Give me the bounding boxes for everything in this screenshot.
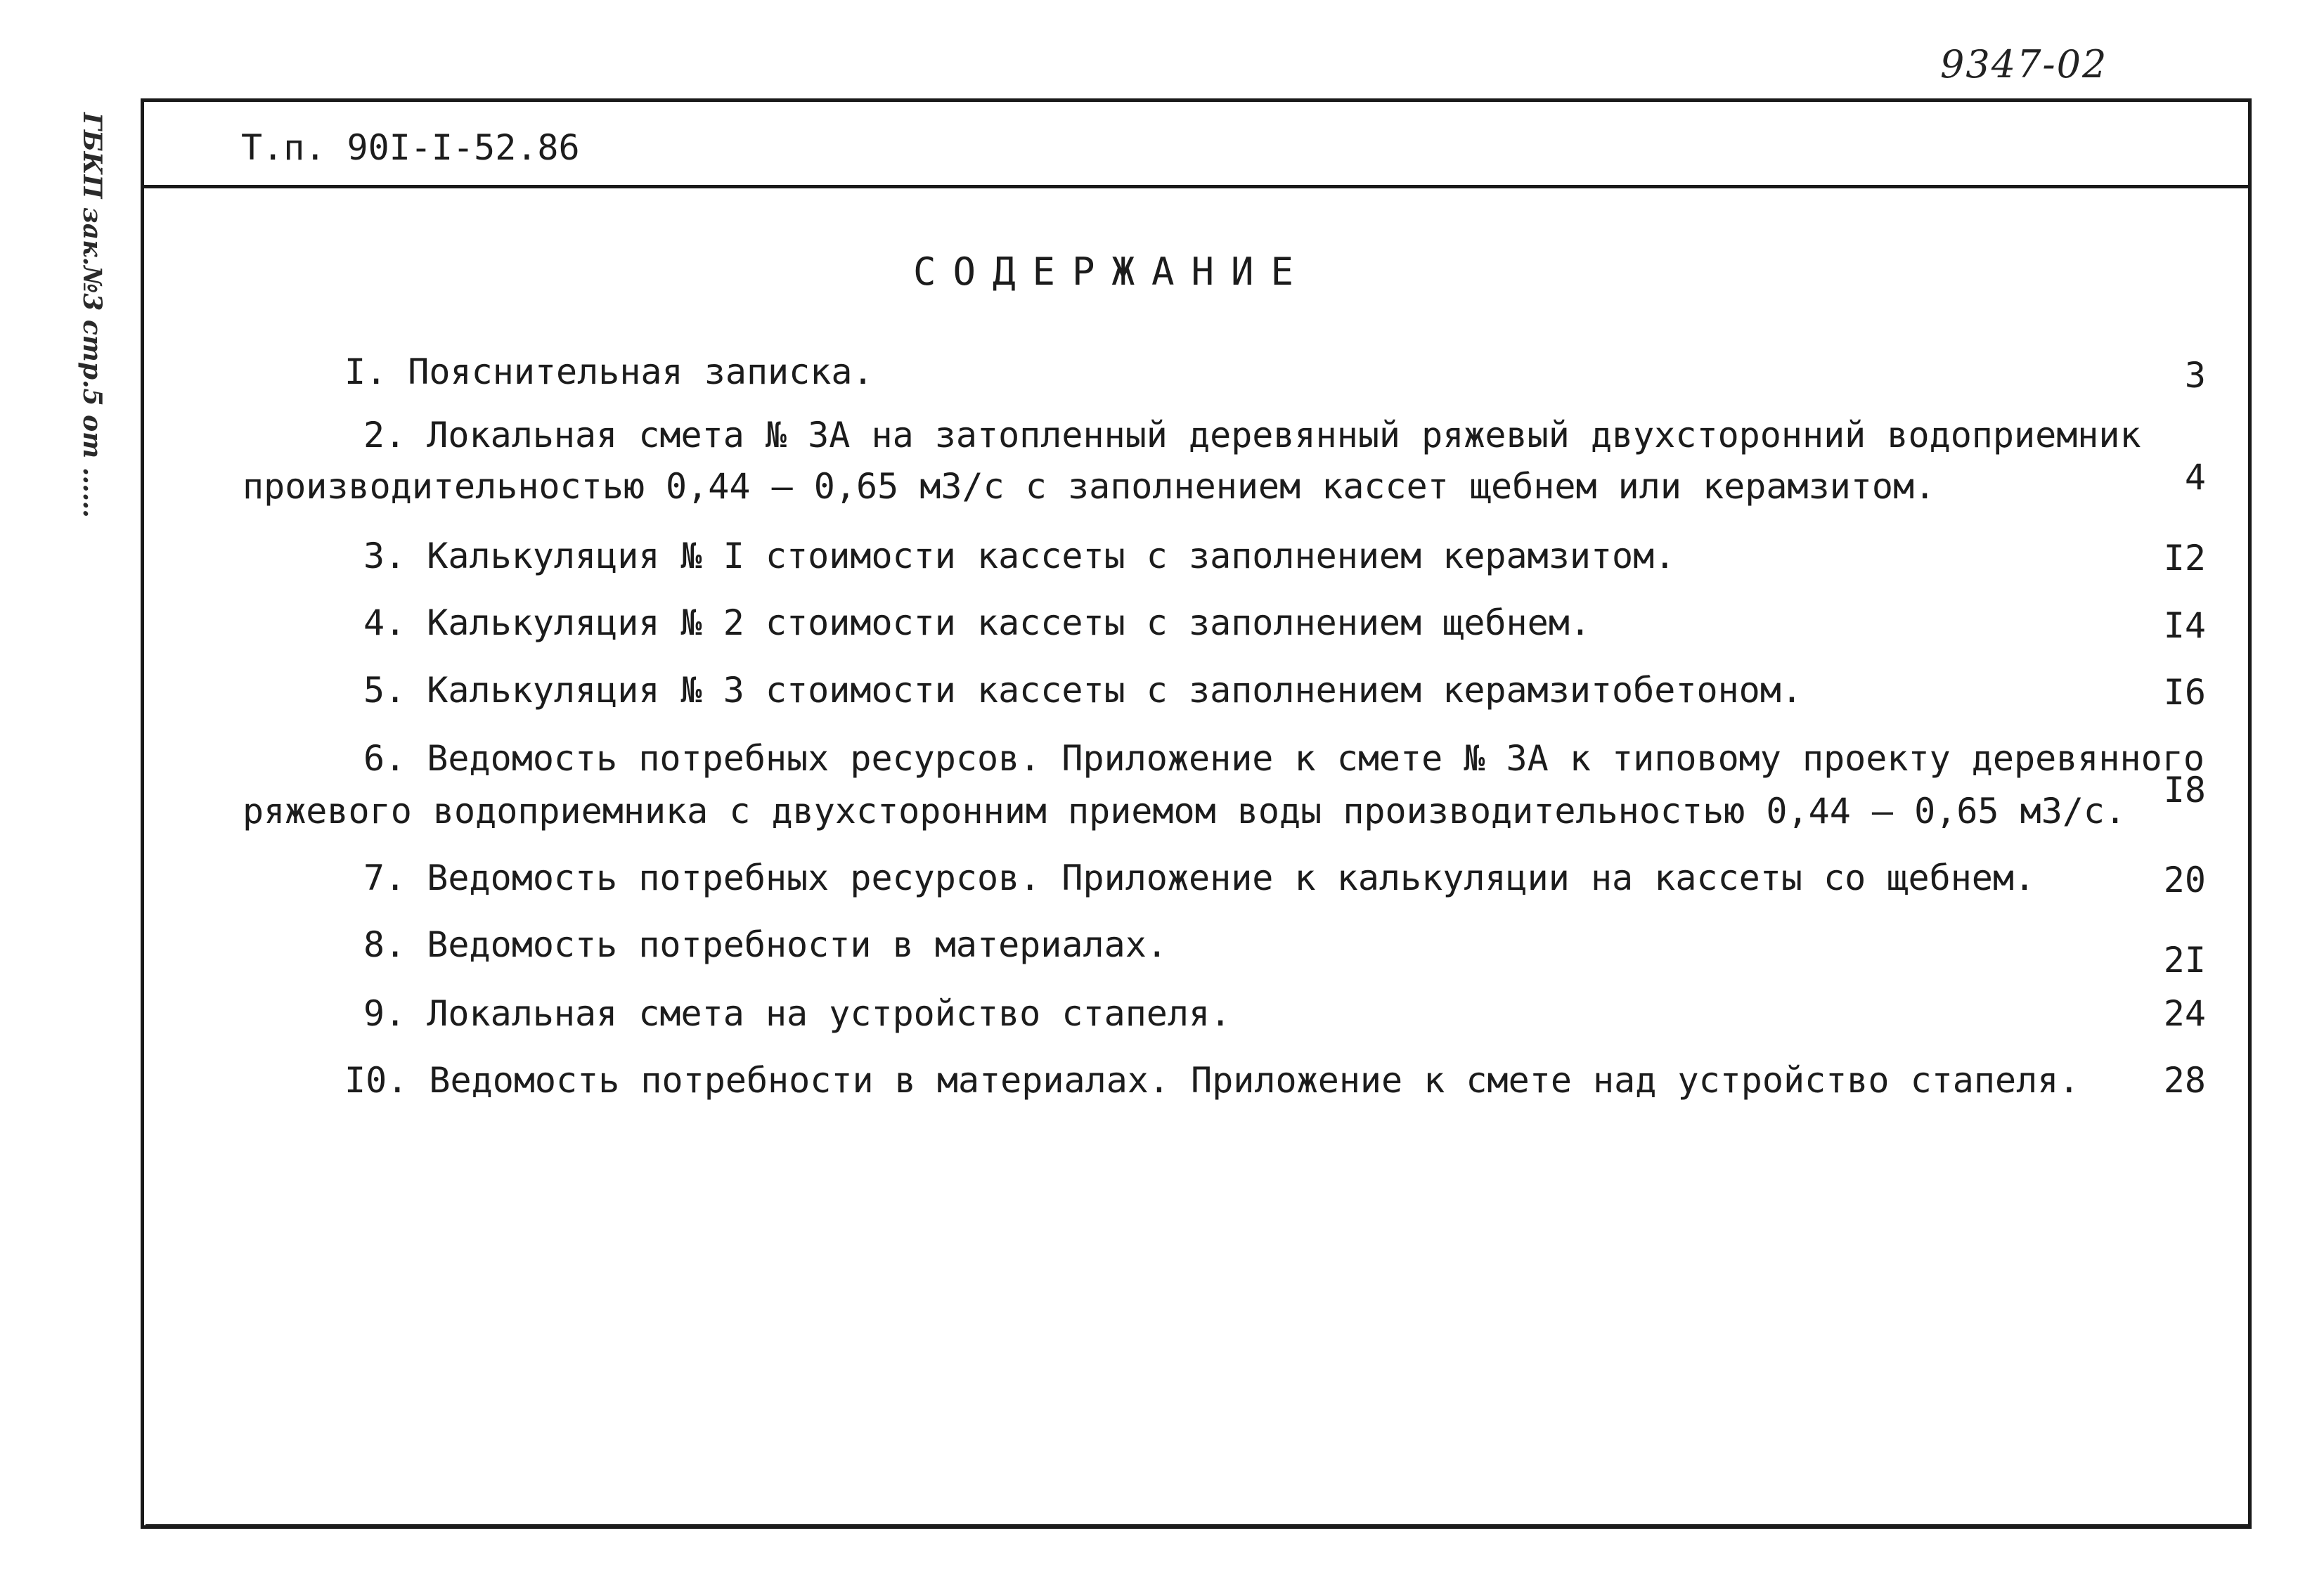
toc-entry-text: 2. Локальная смета № 3А на затопленный деревянный ряжевый двухсторонний водоприемник [363,415,2141,455]
toc-entry-text: производительностью 0,44 – 0,65 м3/с с заполнением кассет щебнем или керамзитом. [243,466,1936,507]
toc-entry-2-cont [243,466,1935,507]
toc-page-2: 4 [2184,457,2206,498]
toc-entry-7 [363,858,2035,898]
toc-entry-text: ряжевого водоприемника с двухсторонним приемом воды производительностью 0,44 – 0,65 м3/с. [243,791,2126,832]
document-number: 9347-02 [1940,42,2108,86]
margin-stamp-text: ГБКП зак.№3 стр.5 от …… [77,112,107,518]
toc-page-8: 2I [2163,940,2206,981]
toc-entry-text: I0. Ведомость потребности в материалах. Приложение к смете над устройство стапеля. [344,1060,2080,1101]
toc-entry-text: 3. Калькуляция № I стоимости кассеты с заполнением керамзитом. [363,536,1676,576]
toc-page-1: 3 [2184,355,2206,396]
header-row [144,102,2248,188]
toc-entry-1 [344,351,874,392]
margin-stamp [67,112,110,518]
toc-entry-text: 5. Калькуляция № 3 стоимости кассеты с заполнением керамзитобетоном. [363,670,1802,711]
project-code: Т.п. 90I-I-52.86 [241,127,580,168]
toc-page-9: 24 [2163,993,2206,1034]
toc-entry-text: 4. Калькуляция № 2 стоимости кассеты с заполнением щебнем. [363,602,1591,643]
toc-entry-9 [363,993,1231,1034]
toc-entry-3 [363,536,1675,576]
toc-entry-6-cont [243,791,2126,832]
toc-entry-5 [363,670,1802,711]
toc-page-4: I4 [2163,605,2206,646]
toc-entry-text: 8. Ведомость потребности в материалах. [363,924,1168,965]
toc-page-5: I6 [2163,672,2206,713]
toc-page-6: I8 [2163,770,2206,810]
toc-page-7: 20 [2163,860,2206,900]
toc-entry-text: 9. Локальная смета на устройство стапеля. [363,993,1232,1034]
toc-entry-10 [344,1060,2079,1101]
page-frame [141,98,2252,1529]
toc-entry-text: 7. Ведомость потребных ресурсов. Приложение к калькуляции на кассеты со щебнем. [363,858,2036,898]
toc-entry-6 [363,738,2204,779]
toc-title: СОДЕРЖАНИЕ [912,250,1311,294]
toc-entry-2 [363,415,2141,455]
toc-page-3: I2 [2163,538,2206,578]
toc-entry-text: I. Пояснительная записка. [344,351,874,392]
toc-entry-8 [363,924,1168,965]
toc-page-10: 28 [2163,1060,2206,1101]
toc-entry-4 [363,602,1591,643]
toc-entry-text: 6. Ведомость потребных ресурсов. Приложение к смете № 3А к типовому проекту деревянного [363,738,2204,779]
